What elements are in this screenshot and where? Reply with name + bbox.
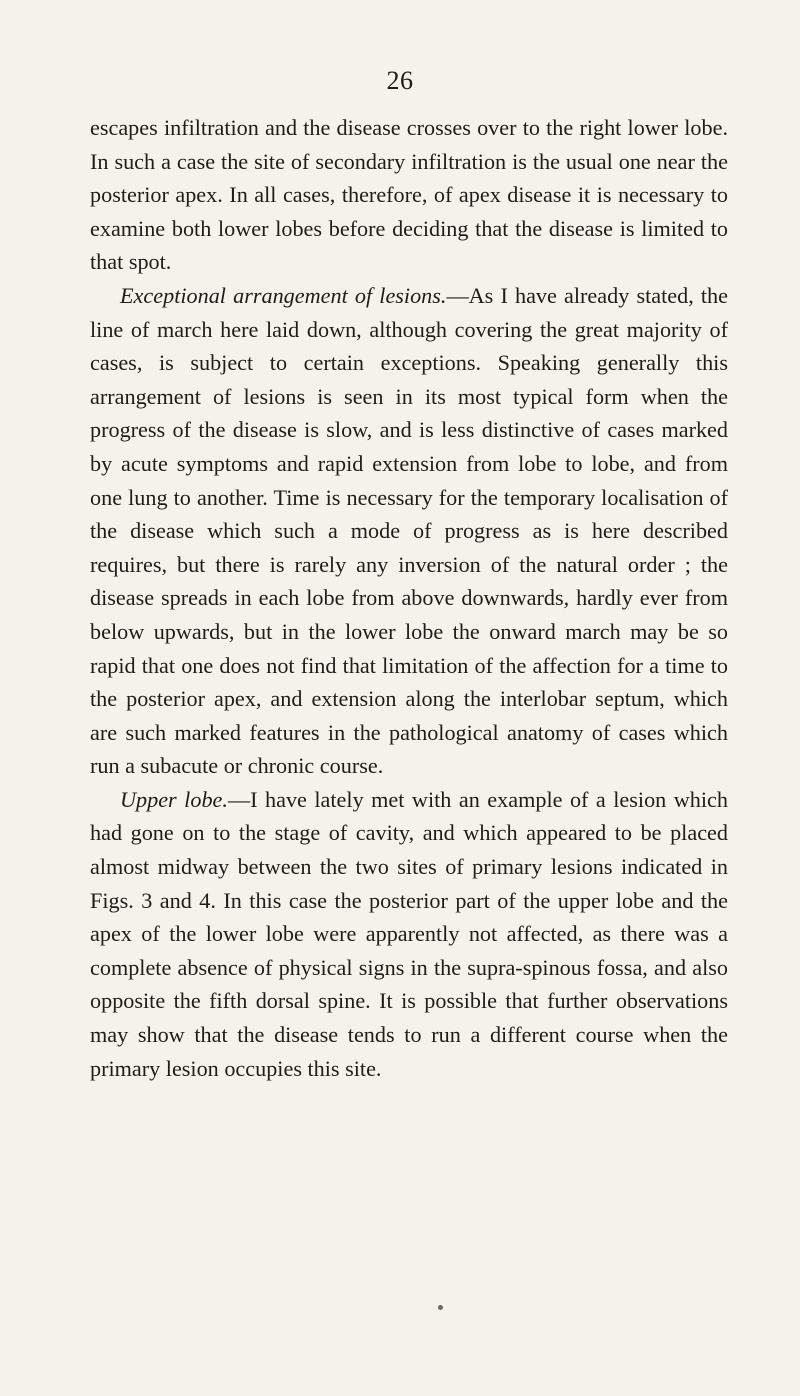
section-heading-upper-lobe: Upper lobe. [120, 786, 228, 812]
page-number: 26 [386, 66, 414, 95]
body-text [90, 111, 728, 1085]
paragraph-text: —As I have already stated, the line of march here laid down, although covering the great majority of cases, is subject to certain exceptions. Speaking generally this arrangement of lesions is seen in its most typical form when the progress of the disease is slow, and is less distinctive of cases marked by acute symptoms and rapid extension from lobe to lobe, and from one lung to another. Time is necessary for the temporary localisation of the disease which such a mode of progress as is here described requires, but there is rarely any inversion of the natural order ; the disease spreads in each lobe from above downwards, hardly ever from below upwards, but in the lower lobe the onward march may be so rapid that one does not find that limitation of the affection for a time to the posterior apex, and extension along the interlobar septum, which are such marked features in the pathological anatomy of cases which run a subacute or chronic course. [90, 282, 728, 779]
paragraph-continuation [90, 111, 728, 279]
paragraph-exceptional-arrangement [90, 279, 728, 783]
print-speck [438, 1305, 443, 1310]
paragraph-text: —I have lately met with an example of a lesion which had gone on to the stage of cavity, and which appeared to be placed almost midway between the two sites of primary lesions indicated in Figs. 3 and 4. In this case the posterior part of the upper lobe and the apex of the lower lobe were apparently not affected, as there was a complete absence of physical signs in the supra-spinous fossa, and also opposite the fifth dorsal spine. It is possible that further observations may show that the disease tends to run a different course when the primary lesion occupies this site. [90, 786, 728, 1081]
paragraph-text: escapes infiltration and the disease crosses over to the right lower lobe. In such a case the site of secondary infiltration is the usual one near the posterior apex. In all cases, therefore, of apex disease it is necessary to examine both lower lobes before deciding that the disease is limited to that spot. [90, 115, 728, 275]
paragraph-upper-lobe [90, 783, 728, 1085]
section-heading-exceptional-arrangement: Exceptional arrangement of lesions. [120, 282, 447, 308]
